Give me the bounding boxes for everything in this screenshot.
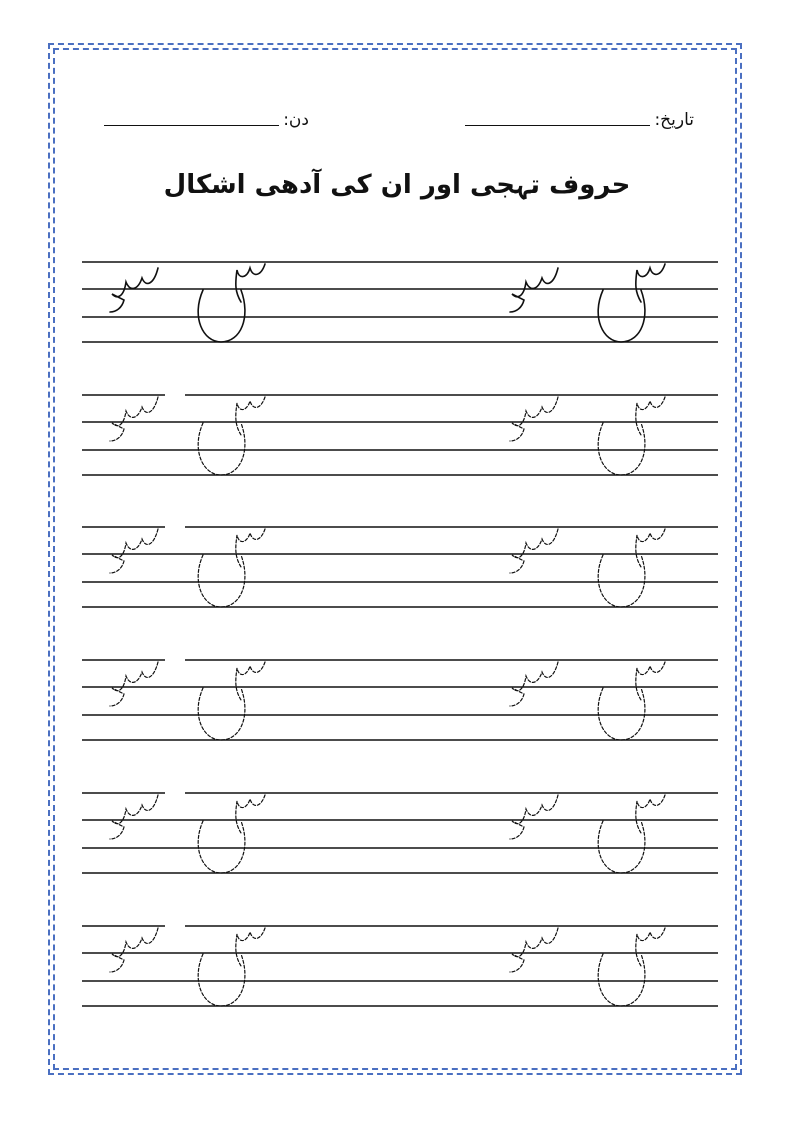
full-letter-seen-left (198, 795, 265, 873)
date-label: تاریخ: (654, 110, 694, 130)
half-letter-seen-left (110, 397, 158, 441)
full-letter-seen-left (198, 529, 265, 607)
half-letter-seen-right (510, 662, 558, 706)
full-letter-seen-left (198, 264, 265, 342)
full-letter-seen-right (598, 928, 665, 1006)
half-letter-seen-left (110, 529, 158, 573)
practice-row (82, 527, 718, 607)
full-letter-seen-right (598, 529, 665, 607)
full-letter-seen-right (598, 264, 665, 342)
full-letter-seen-left (198, 397, 265, 475)
full-letter-seen-left (198, 928, 265, 1006)
half-letter-seen-left (110, 795, 158, 839)
practice-row (82, 262, 718, 342)
half-letter-seen-right (510, 795, 558, 839)
half-letter-seen-left (110, 268, 158, 312)
full-letter-seen-right (598, 662, 665, 740)
full-letter-seen-right (598, 795, 665, 873)
day-label: دن: (283, 110, 309, 130)
half-letter-seen-left (110, 928, 158, 972)
worksheet-title: حروف تہجی اور ان کی آدھی اشکال (163, 170, 631, 200)
practice-row (82, 660, 718, 740)
half-letter-seen-right (510, 928, 558, 972)
practice-row (82, 926, 718, 1006)
half-letter-seen-right (510, 529, 558, 573)
half-letter-seen-right (510, 268, 558, 312)
practice-row (82, 395, 718, 475)
full-letter-seen-left (198, 662, 265, 740)
full-letter-seen-right (598, 397, 665, 475)
half-letter-seen-right (510, 397, 558, 441)
half-letter-seen-left (110, 662, 158, 706)
practice-row (82, 793, 718, 873)
